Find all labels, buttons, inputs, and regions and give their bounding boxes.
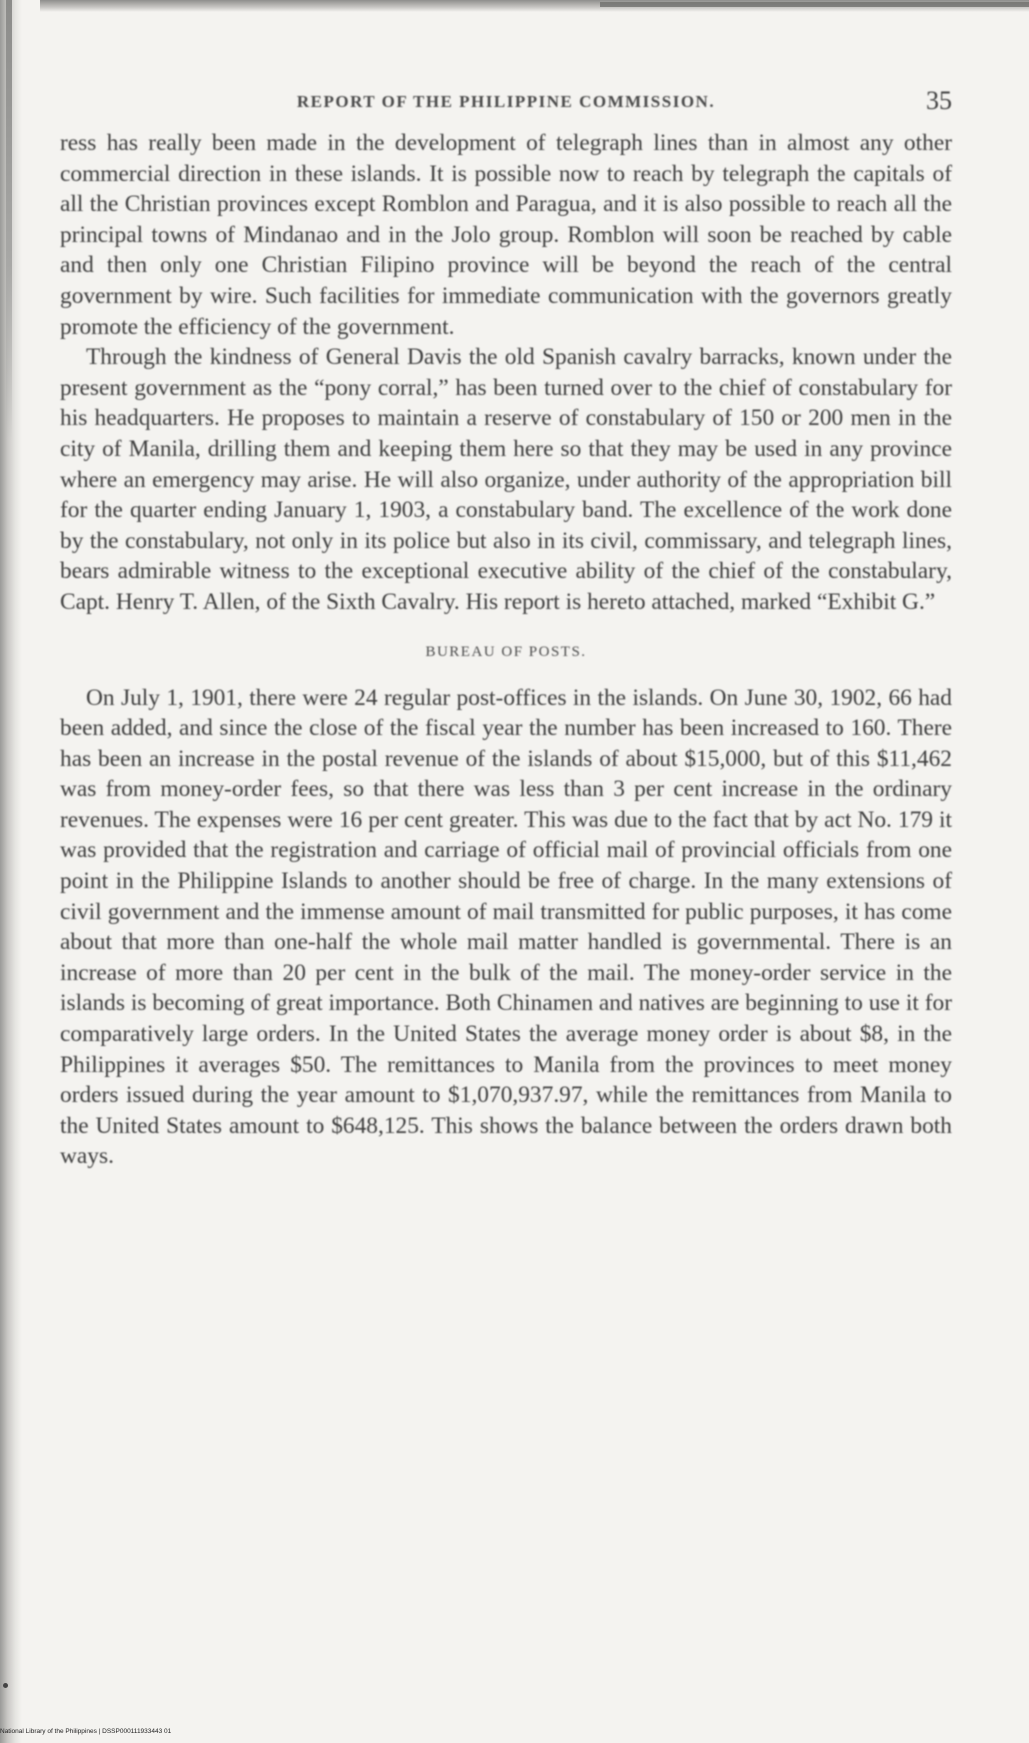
scan-speck	[3, 1683, 8, 1688]
paragraph-constabulary	[60, 342, 952, 617]
paragraph-bureau-of-posts	[60, 683, 952, 1173]
page-number: 35	[926, 86, 952, 115]
document-page	[60, 80, 952, 1172]
paragraph-bureau-of-posts-text: On July 1, 1901, there were 24 regular post-offices in the islands. On June 30, 1902, 66 had been added, and since the close of the fiscal year the number has been increased to 160. There has been an increase in the postal revenue of the islands of about $15,000, but of this $11,462 was from money-order fees, so that there was less than 3 per cent increase in the ordinary revenues. The expenses were 16 per cent greater. This was due to the fact that by act No. 179 it was provided that the registration and carriage of official mail of provincial officials from one point in the Philippine Islands to another should be free of charge. In the many extensions of civil government and the immense amount of mail transmitted for public purposes, it has come about that more than one-half the whole mail matter handled is governmental. There is an increase of more than 20 per cent in the bulk of the mail. The money-order service in the islands is becoming of great importance. Both Chinamen and natives are beginning to use it for comparatively large orders. In the United States the average money order is about $8, in the Philippines it averages $50. The remittances to Manila from the provinces to meet money orders issued during the year amount to $1,070,937.97, while the remittances from Manila to the United States amount to $648,125. This shows the balance between the orders drawn both ways.	[60, 684, 952, 1170]
section-heading-bureau-of-posts: BUREAU OF POSTS.	[425, 643, 587, 660]
scan-top-edge-line	[600, 2, 1029, 7]
paragraph-telegraph-text: ress has really been made in the development of telegraph lines than in almost any other commercial direction in these islands. It is possible now to reach by telegraph the capitals of all the Christian provinces except Romblon and Paragua, and it is also possible to reach all the principal towns of Mindanao and in the Jolo group. Romblon will soon be reached by cable and then only one Christian Filipino province will be beyond the reach of the central government by wire. Such facilities for immediate communication with the governors greatly promote the efficiency of the government.	[60, 130, 952, 340]
source-footer: National Library of the Philippines | DSSP000111933443 01	[0, 1728, 172, 1735]
paragraph-constabulary-text: Through the kindness of General Davis the old Spanish cavalry barracks, known under the present government as the “pony corral,” has been turned over to the chief of constabulary for his headquarters. He proposes to maintain a reserve of constabulary of 150 or 200 men in the city of Manila, drilling them and keeping them here so that they may be used in any province where an emergency may arise. He will also organize, under authority of the appropriation bill for the quarter ending January 1, 1903, a constabulary band. The excellence of the work done by the constabulary, not only in its police but also in its civil, commissary, and telegraph lines, bears admirable witness to the exceptional executive ability of the chief of the constabulary, Capt. Henry T. Allen, of the Sixth Cavalry. His report is hereto attached, marked “Exhibit G.”	[60, 344, 952, 615]
paragraph-telegraph	[60, 128, 952, 342]
running-header	[60, 80, 952, 128]
running-title: REPORT OF THE PHILIPPINE COMMISSION.	[296, 92, 716, 111]
scan-left-edge-rule	[6, 0, 12, 440]
